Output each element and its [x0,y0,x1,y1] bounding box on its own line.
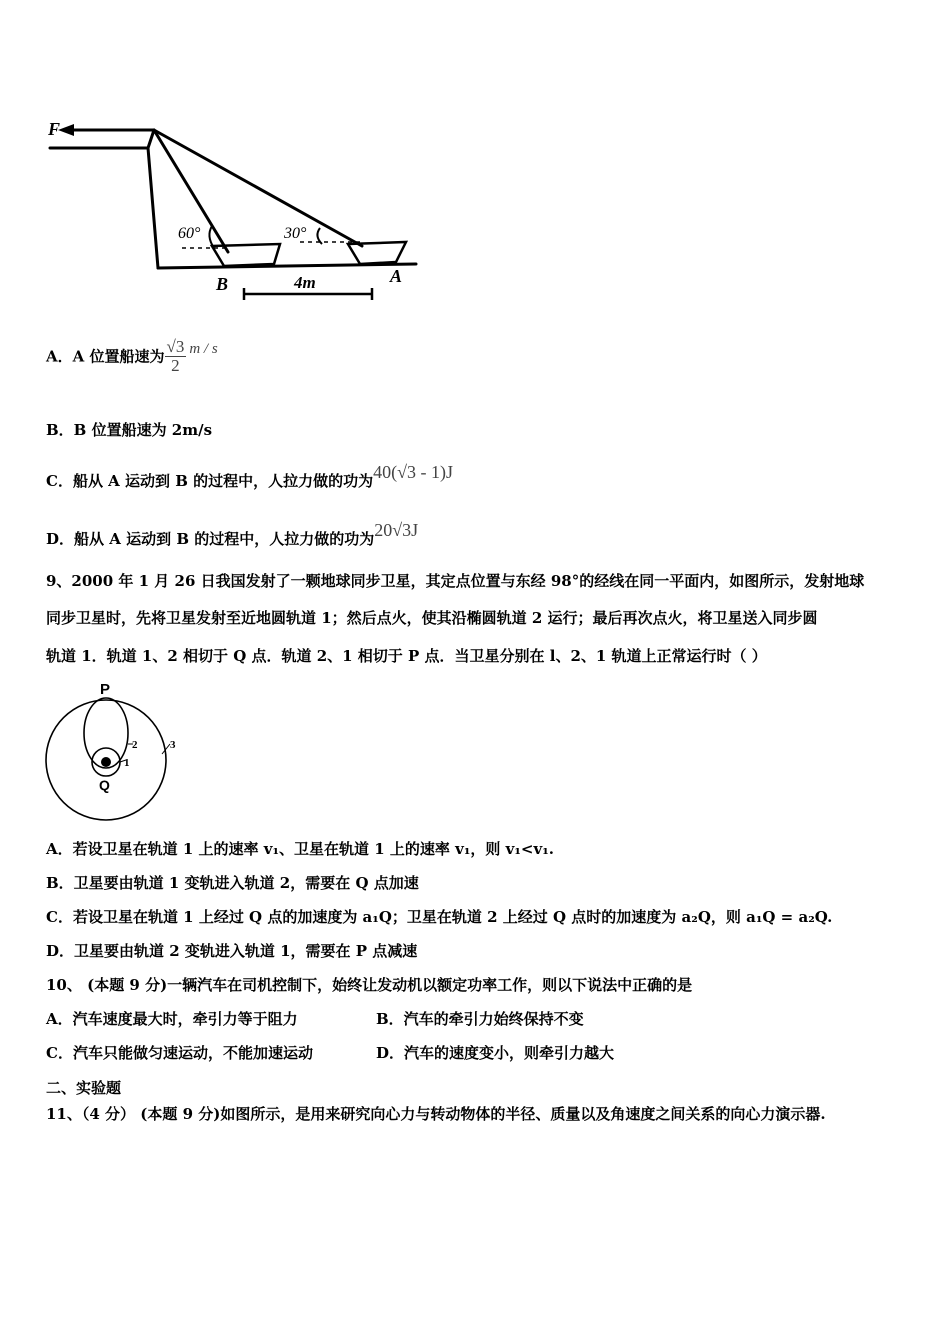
q8-option-a-fraction: $\frac{√3}{2}$ [166,337,185,375]
orbit-1-label: 1 [124,757,130,769]
q8-option-d-text: D．船从 A 运动到 B 的过程中，人拉力做的功为 [46,530,375,548]
q8-option-a-unit: m / s [189,340,218,357]
q9-option-b: B．卫星要由轨道 1 变轨进入轨道 2，需要在 Q 点加速 [46,874,419,892]
q10-stem: 10、 (本题 9 分)一辆汽车在司机控制下，始终让发动机以额定功率工作，则以下说法中正确的是 [46,976,693,994]
q8-option-a-text: A．A 位置船速为 [46,347,165,366]
water-surface [158,264,416,268]
q8-option-b: B．B 位置船速为 2m/s [46,421,213,439]
q10-option-b: B．汽车的牵引力始终保持不变 [376,1010,584,1028]
bank-slope [148,148,158,268]
q9-stem-line2: 同步卫星时，先将卫星发射至近地圆轨道 1；然后点火，使其沿椭圆轨道 2 运行；最后再次点火，将卫星送入同步圆 [46,609,818,627]
distance-label: 4m [294,273,316,292]
point-p-label: P [100,681,111,698]
earth-dot [101,757,111,767]
force-label: F [48,119,61,139]
q11-stem: 11、（4 分） (本题 9 分)如图所示，是用来研究向心力与转动物体的半径、质量以及角速度之间关系的向心力演示器. [46,1105,826,1123]
angle-60-label: 60° [178,225,201,242]
q9-stem-line3: 轨道 1．轨道 1、2 相切于 Q 点．轨道 2、1 相切于 P 点．当卫星分别在 l、2、1 轨道上正常运行时（ ） [46,647,767,665]
boat-a [348,242,406,264]
point-a-label: A [390,266,403,286]
point-b-label: B [216,274,229,294]
force-arrow [58,124,74,136]
q8-option-c-math: 40(√3 - 1)J [373,462,454,482]
q10-option-d: D．汽车的速度变小，则牵引力越大 [376,1044,615,1062]
q8-option-c-text: C．船从 A 运动到 B 的过程中，人拉力做的功为 [46,472,374,490]
orbit-2-label: 2 [132,739,138,751]
section-heading: 二、实验题 [46,1079,122,1097]
q10-option-c: C．汽车只能做匀速运动，不能加速运动 [46,1044,313,1062]
boat-pulley-figure [44,118,424,308]
q9-option-d: D．卫星要由轨道 2 变轨进入轨道 1，需要在 P 点减速 [46,942,418,960]
q9-option-c: C．若设卫星在轨道 1 上经过 Q 点的加速度为 a₁Q；卫星在轨道 2 上经过 Q 点时的加速度为 a₂Q，则 a₁Q = a₂Q. [46,908,833,926]
orbit-figure [40,678,190,828]
q8-option-d-math: 20√3J [374,520,419,540]
q10-option-a: A．汽车速度最大时，牵引力等于阻力 [46,1010,298,1028]
point-q-label: Q [99,777,110,793]
orbit-3-label: 3 [170,739,176,751]
angle-30-label: 30° [284,225,307,242]
q8-option-c [46,462,453,491]
q9-option-a: A．若设卫星在轨道 1 上的速率 v₁、卫星在轨道 1 上的速率 v₁，则 v₁<v₁. [46,840,555,858]
q8-option-d [46,520,418,549]
q9-stem-line1: 9、2000 年 1 月 26 日我国发射了一颗地球同步卫星，其定点位置与东经 98°的经线在同一平面内，如图所示，发射地球 [46,572,865,590]
q8-option-a [46,338,218,375]
